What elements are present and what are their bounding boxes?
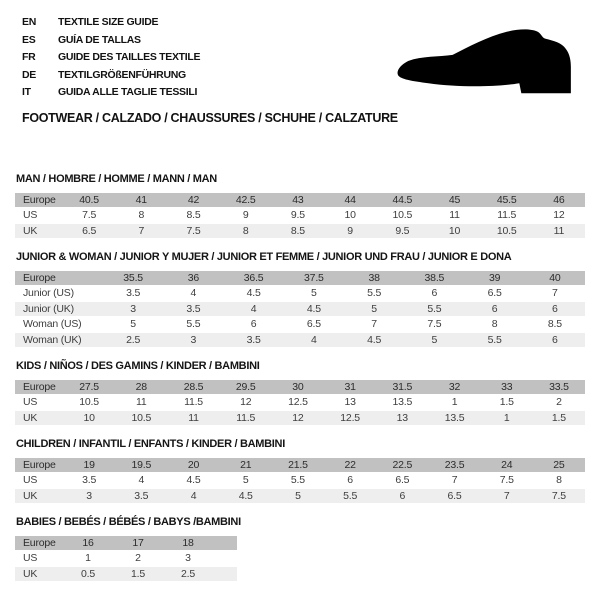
size-section-kids [15,360,585,425]
size-cell: 8 [491,318,498,330]
size-cell: 21 [240,458,252,471]
size-section-man [15,173,585,238]
size-cell: 5 [295,489,301,502]
size-cell: 6 [552,333,558,346]
size-cell: 8.5 [290,224,305,237]
section-title-man: MAN / HOMBRE / HOMME / MANN / MAN [16,172,217,185]
size-cell: 20 [187,458,200,471]
size-section-junior-woman [15,251,585,347]
size-cell: 5.5 [186,318,201,330]
size-cell: 29.5 [235,380,256,393]
row-label: Junior (UK) [23,302,74,315]
size-cell: 6 [347,474,353,486]
table-row-woman-us [15,317,585,331]
size-cell: 1.5 [499,396,514,408]
row-label: Junior (US) [23,287,74,299]
size-cell: 16 [82,536,94,549]
size-cell: 36.5 [243,271,264,284]
size-cell: 8.5 [547,318,562,330]
row-label: US [23,396,38,408]
size-table-babies [15,536,237,581]
size-cell: 10.5 [79,396,99,408]
size-cell: 9.5 [290,209,305,221]
size-cell: 11 [188,411,199,424]
size-table-kids [15,380,585,425]
size-cell: 23.5 [444,458,465,471]
size-table-children [15,458,585,503]
row-label: UK [23,489,38,502]
language-title: GUÍA DE TALLAS [58,33,141,46]
size-cell: 5.5 [343,489,358,502]
size-cell: 32 [448,380,461,393]
size-cell: 22 [344,458,356,471]
size-cell: 28 [135,380,147,393]
size-cell: 44 [344,193,356,206]
table-row-junior-uk [15,302,585,316]
row-label: US [23,474,38,486]
size-cell: 2.5 [126,333,141,346]
size-cell: 10 [344,209,356,221]
size-cell: 9 [242,209,249,221]
section-title-kids: KIDS / NIÑOS / DES GAMINS / KINDER / BAMBINI [16,359,260,372]
size-cell: 1 [85,552,91,564]
size-cell: 35.5 [123,271,143,284]
size-cell: 33.5 [549,380,569,393]
size-cell: 33 [501,380,513,393]
size-cell: 24 [501,458,513,471]
size-cell: 13 [396,411,408,424]
language-code: IT [22,86,31,98]
language-title: GUIDE DES TAILLES TEXTILE [58,51,201,63]
size-cell: 3.5 [186,302,201,315]
category-line: FOOTWEAR / CALZADO / CHAUSSURES / SCHUHE / CALZATURE [22,110,398,125]
size-cell: 3 [86,489,92,502]
size-cell: 7.5 [186,224,201,237]
size-cell: 11.5 [236,411,256,424]
size-cell: 12.5 [288,396,308,408]
size-cell: 1 [451,396,458,408]
table-row-europe [15,458,585,472]
size-cell: 4 [190,287,197,299]
language-code: DE [22,68,36,81]
size-cell: 6.5 [395,474,410,486]
dress-shoe-icon [394,28,584,100]
table-row-uk [15,567,237,581]
section-title-babies: BABIES / BEBÉS / BÉBÉS / BABYS /BAMBINI [16,515,241,528]
table-row-us [15,551,237,565]
size-cell: 9 [347,224,353,237]
size-cell: 4.5 [238,489,253,502]
size-cell: 21.5 [288,458,308,471]
size-cell: 7.5 [551,489,566,502]
size-cell: 5 [242,474,249,486]
table-row-us [15,395,585,409]
size-cell: 4.5 [246,287,261,299]
size-cell: 41 [135,193,147,206]
size-cell: 5.5 [367,287,382,299]
size-cell: 13.5 [444,411,465,424]
size-section-children [15,438,585,503]
size-cell: 3.5 [126,287,141,299]
size-cell: 40 [549,271,561,284]
size-cell: 7 [552,287,558,299]
row-label: US [23,209,38,221]
size-cell: 0.5 [81,567,95,580]
size-cell: 5.5 [487,333,502,346]
size-section-babies [15,516,585,581]
size-cell: 3 [190,333,197,346]
size-cell: 3 [130,302,136,315]
size-cell: 11.5 [184,396,203,408]
size-cell: 13.5 [392,396,413,408]
language-title: TEXTILE SIZE GUIDE [58,16,159,28]
row-label: Europe [23,458,56,471]
size-cell: 8 [556,474,562,486]
language-code: EN [22,16,36,28]
row-label: Europe [23,193,56,206]
size-cell: 5.5 [290,474,305,486]
size-cell: 43 [292,193,304,206]
size-cell: 2 [135,552,141,564]
size-cell: 1 [503,411,510,424]
size-cell: 5 [130,318,136,330]
size-tables [15,173,585,581]
size-cell: 8 [242,224,249,237]
size-cell: 2 [556,396,562,408]
size-cell: 28.5 [183,380,204,393]
size-cell: 6.5 [82,224,97,237]
size-cell: 12 [240,396,252,408]
size-cell: 7.5 [499,474,514,486]
size-cell: 2.5 [181,567,195,580]
size-cell: 5.5 [427,302,442,315]
size-cell: 4.5 [367,333,382,346]
size-cell: 19 [83,458,95,471]
size-cell: 31.5 [392,380,413,393]
row-label: Europe [23,536,56,549]
table-row-uk [15,489,585,503]
size-cell: 25 [553,458,565,471]
row-label: UK [23,567,38,580]
size-cell: 4 [138,474,145,486]
size-cell: 7.5 [82,209,97,221]
size-cell: 6 [552,302,558,315]
table-row-europe [15,271,585,285]
size-cell: 3.5 [246,333,261,346]
size-cell: 17 [132,536,144,549]
table-row-us [15,208,585,222]
table-row-europe [15,193,585,207]
size-cell: 12.5 [340,411,360,424]
size-cell: 4 [250,302,257,315]
size-cell: 4.5 [306,302,321,315]
size-cell: 7 [138,224,145,237]
size-cell: 3 [185,552,191,564]
size-cell: 11 [449,209,460,221]
size-cell: 7.5 [427,318,442,330]
size-cell: 27.5 [79,380,99,393]
size-cell: 42 [187,193,200,206]
size-cell: 44.5 [392,193,413,206]
size-cell: 37.5 [304,271,324,284]
size-cell: 4 [311,333,317,346]
section-title-children: CHILDREN / INFANTIL / ENFANTS / KINDER / BAMBINI [16,437,285,450]
table-row-europe [15,536,237,550]
size-cell: 11.5 [497,209,517,221]
size-cell: 5 [311,287,317,299]
size-cell: 11 [553,224,565,237]
size-cell: 10 [83,411,95,424]
size-cell: 6.5 [447,489,462,502]
language-code: FR [22,51,36,63]
size-cell: 10.5 [392,209,413,221]
size-cell: 31 [344,380,356,393]
table-row-us [15,473,585,487]
dress-shoe-silhouette [398,29,571,93]
size-cell: 6 [250,318,257,330]
size-cell: 13 [344,396,356,408]
size-cell: 7 [503,489,510,502]
size-cell: 6 [431,287,438,299]
size-cell: 12 [292,411,304,424]
section-title-junior-woman: JUNIOR & WOMAN / JUNIOR Y MUJER / JUNIOR ET FEMME / JUNIOR UND FRAU / JUNIOR E DONA [16,250,512,263]
size-cell: 22.5 [392,458,413,471]
language-title: GUIDA ALLE TAGLIE TESSILI [58,86,198,98]
size-cell: 3.5 [134,489,149,502]
size-cell: 6 [491,302,498,315]
row-label: Europe [23,380,56,393]
size-cell: 4 [190,489,197,502]
size-cell: 45 [448,193,461,206]
size-cell: 46 [553,193,565,206]
size-cell: 7 [371,318,377,330]
size-cell: 10.5 [496,224,517,237]
table-row-uk [15,411,585,425]
row-label: US [23,552,38,564]
size-cell: 6.5 [487,287,502,299]
size-cell: 12 [553,209,565,221]
table-row-uk [15,224,585,238]
table-row-junior-us [15,286,585,300]
size-cell: 1.5 [131,567,145,580]
size-cell: 38.5 [424,271,445,284]
size-cell: 5 [431,333,438,346]
size-cell: 42.5 [235,193,256,206]
size-cell: 40.5 [79,193,99,206]
size-cell: 4.5 [186,474,201,486]
row-label: UK [23,411,38,424]
row-label: Europe [23,271,56,284]
size-cell: 9.5 [395,224,410,237]
size-cell: 11 [136,396,147,408]
size-cell: 45.5 [496,193,517,206]
size-cell: 19.5 [131,458,152,471]
size-cell: 8.5 [186,209,201,221]
row-label: UK [23,224,38,237]
size-cell: 36 [187,271,200,284]
row-label: Woman (US) [23,318,82,330]
size-cell: 39 [488,271,501,284]
size-cell: 1.5 [551,411,566,424]
table-row-europe [15,380,585,394]
language-title: TEXTILGRÖßENFÜHRUNG [58,68,186,81]
size-cell: 10 [448,224,461,237]
language-code: ES [22,33,36,46]
size-cell: 8 [138,209,145,221]
row-label: Woman (UK) [23,333,82,346]
size-table-man [15,193,585,238]
size-cell: 38 [368,271,380,284]
size-cell: 6 [399,489,406,502]
size-cell: 10.5 [131,411,152,424]
size-cell: 18 [182,536,194,549]
table-row-woman-uk [15,333,585,347]
size-cell: 30 [292,380,304,393]
size-table-junior-woman [15,271,585,347]
size-cell: 7 [451,474,458,486]
size-cell: 6.5 [306,318,321,330]
size-cell: 5 [371,302,377,315]
size-cell: 3.5 [82,474,97,486]
